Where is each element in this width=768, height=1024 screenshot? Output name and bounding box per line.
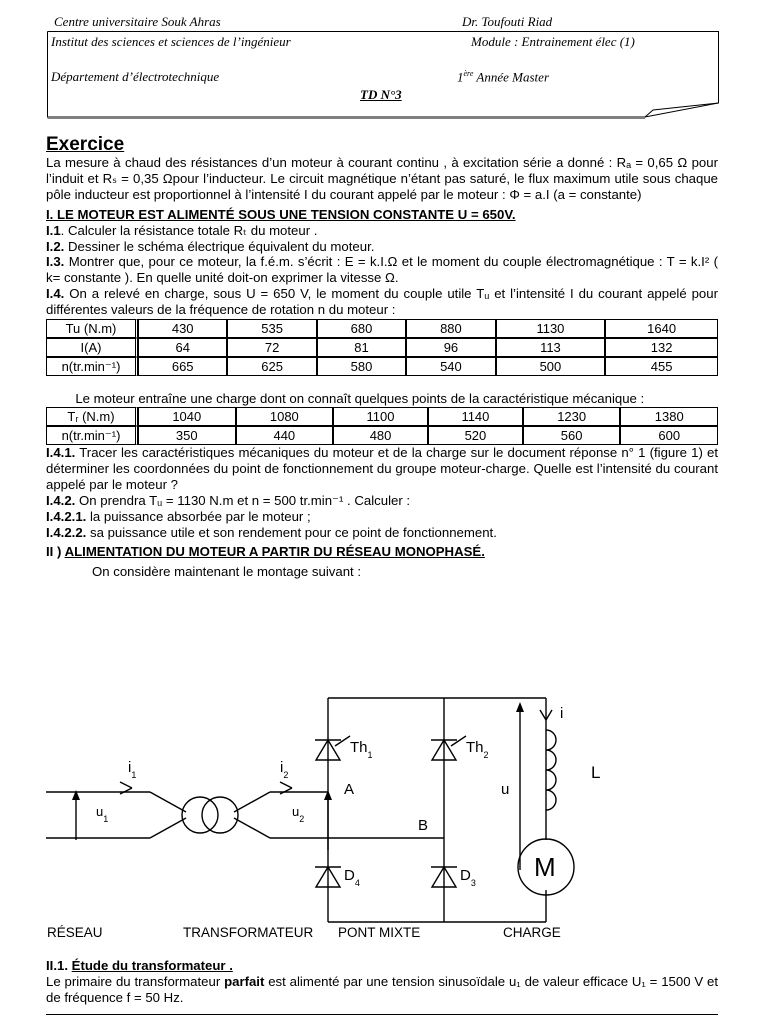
secondary-lead-bottom: [234, 818, 270, 838]
table-row: [46, 357, 718, 376]
table-cell: 480: [333, 426, 428, 445]
header-top: [54, 14, 716, 32]
label-charge: CHARGE: [503, 925, 561, 940]
transformer-secondary-coil: [202, 797, 238, 833]
question-1-4-1: I.4.1. Tracer les caractéristiques mécaniques du moteur et de la charge sur le document réponse n° 1 (figure 1) et déterminer les coordonnées du point de fonctionnement du groupe moteur-charge. Quelle est l’intensité du courant appelé par le moteur ?: [46, 444, 718, 492]
row-header: Tu (N.m): [46, 319, 138, 338]
question-1-4: I.4. On a relevé en charge, sous U = 650 V, le moment du couple utile Tᵤ et l’intensité I du courant appelé pour différentes valeurs de la fréquence de rotation n du moteur :: [46, 286, 718, 318]
label-u2: $u_2$: [292, 804, 305, 824]
table-cell: 113: [496, 338, 606, 357]
footer-rule: [46, 1014, 718, 1015]
table-cell: 1230: [523, 407, 621, 426]
table-cell: 625: [227, 357, 316, 376]
header-box: [47, 31, 719, 119]
label-th1: $Th_1$: [350, 739, 373, 760]
label-reseau: RÉSEAU: [47, 925, 103, 940]
node-b: B: [418, 817, 429, 834]
table-cell: 520: [428, 426, 523, 445]
exercise-body: [46, 134, 718, 580]
label-th2: $Th_2$: [466, 739, 489, 760]
table-cell: 1040: [138, 407, 236, 426]
table-cell: 600: [620, 426, 718, 445]
primary-lead-bottom: [150, 818, 186, 838]
table-cell: 72: [227, 338, 316, 357]
circuit-diagram: [46, 690, 718, 950]
table-cell: 535: [227, 319, 316, 338]
row-header: Tᵣ (N.m): [46, 407, 138, 426]
section-2-1-title: II.1. Étude du transformateur .: [46, 958, 233, 973]
table-cell: 440: [236, 426, 334, 445]
label-d3: $D_3$: [460, 867, 476, 888]
inductor-coil: [546, 730, 556, 810]
table-row: [46, 319, 718, 338]
table-cell: 560: [523, 426, 621, 445]
table-cell: 64: [138, 338, 227, 357]
motor-table: [46, 319, 718, 376]
institute: Institut des sciences et sciences de l’ingénieur: [51, 34, 291, 49]
label-pont-mixte: PONT MIXTE: [338, 925, 421, 940]
td-number: TD N°3: [360, 87, 402, 102]
exercise-title: Exercice: [46, 134, 125, 155]
table-cell: 1640: [605, 319, 718, 338]
question-1-1: I.1. Calculer la résistance totale Rₜ du moteur .: [46, 222, 318, 238]
table-cell: 350: [138, 426, 236, 445]
table-cell: 880: [406, 319, 495, 338]
table-cell: 1380: [620, 407, 718, 426]
author-name: Dr. Toufouti Riad: [462, 14, 553, 29]
table-cell: 455: [605, 357, 718, 376]
table-row: [46, 407, 718, 426]
intro-paragraph: La mesure à chaud des résistances d’un moteur à courant continu , à excitation série a donné : Rₐ = 0,65 Ω pour l’induit et Rₛ = 0,35 Ωpour l’inducteur. Le circuit magnétique n’étant pas saturé, le flux maximum utile sous chaque pôle inducteur est proportionnel à l’intensité I du courant appelé par le moteur : Φ = a.I (a = constante): [46, 155, 718, 202]
transformer-primary-coil: [182, 797, 218, 833]
department: Département d’électrotechnique: [51, 69, 220, 84]
table-cell: 1130: [496, 319, 606, 338]
section-1-title: I. LE MOTEUR EST ALIMENTÉ SOUS UNE TENSION CONSTANTE U = 650V.: [46, 206, 516, 222]
question-1-4-2-1: I.4.2.1. la puissance absorbée par le moteur ;: [46, 508, 311, 524]
table-cell: 430: [138, 319, 227, 338]
table-cell: 1140: [428, 407, 523, 426]
table-cell: 665: [138, 357, 227, 376]
label-u: u: [501, 781, 510, 798]
table-cell: 1080: [236, 407, 334, 426]
table-cell: 132: [605, 338, 718, 357]
label-transformateur: TRANSFORMATEUR: [183, 925, 314, 940]
table-cell: 500: [496, 357, 606, 376]
section-2-1-text: Le primaire du transformateur parfait est alimenté par une tension sinusoïdale u₁ de valeur efficace U₁ = 1500 V et de fréquence f = 50 Hz.: [46, 973, 719, 1005]
primary-lead-top: [150, 792, 186, 812]
section-2-title: II ) ALIMENTATION DU MOTEUR A PARTIR DU RÉSEAU MONOPHASÉ.: [46, 544, 485, 560]
table-row: [46, 426, 718, 445]
table-cell: 81: [317, 338, 406, 357]
secondary-lead-top: [234, 792, 270, 812]
row-header: n(tr.min⁻¹): [46, 426, 138, 445]
label-i2: $i_2$: [280, 759, 289, 780]
module: Module : Entrainement élec (1): [471, 34, 635, 49]
label-u1: $u_1$: [96, 804, 109, 824]
year: 1ère Année Master: [457, 69, 549, 85]
table-row: [46, 338, 718, 357]
university-name: Centre universitaire Souk Ahras: [54, 14, 221, 29]
question-1-4-2-2: I.4.2.2. sa puissance utile et son rendement pour ce point de fonctionnement.: [46, 524, 497, 540]
table-cell: 580: [317, 357, 406, 376]
question-1-3: I.3. Montrer que, pour ce moteur, la f.é.m. s’écrit : E = k.I.Ω et le moment du couple électromagnétique : T = k.I² ( k= constante ). En quelle unité doit-on exprimer la vitesse Ω.: [46, 254, 718, 286]
label-m: M: [534, 852, 556, 882]
section-2-1: [46, 958, 718, 1006]
u-arrow-head: [516, 702, 524, 712]
row-header: n(tr.min⁻¹): [46, 357, 138, 376]
node-a: A: [344, 781, 355, 798]
row-header: I(A): [46, 338, 138, 357]
table-cell: 1100: [333, 407, 428, 426]
label-l: L: [591, 763, 601, 782]
label-i1: $i_1$: [128, 759, 137, 780]
table-cell: 540: [406, 357, 495, 376]
load-paragraph: Le moteur entraîne une charge dont on connaît quelques points de la caractéristique mécanique :: [46, 391, 645, 407]
question-1-4-2: I.4.2. On prendra Tᵤ = 1130 N.m et n = 500 tr.min⁻¹ . Calculer :: [46, 492, 411, 508]
label-i: i: [560, 705, 564, 722]
question-1-2: I.2. Dessiner le schéma électrique équivalent du moteur.: [46, 238, 375, 254]
table-cell: 680: [317, 319, 406, 338]
load-table: [46, 407, 718, 445]
consider-text: On considère maintenant le montage suivant :: [92, 564, 362, 580]
label-d4: $D_4$: [344, 867, 360, 888]
table-cell: 96: [406, 338, 495, 357]
